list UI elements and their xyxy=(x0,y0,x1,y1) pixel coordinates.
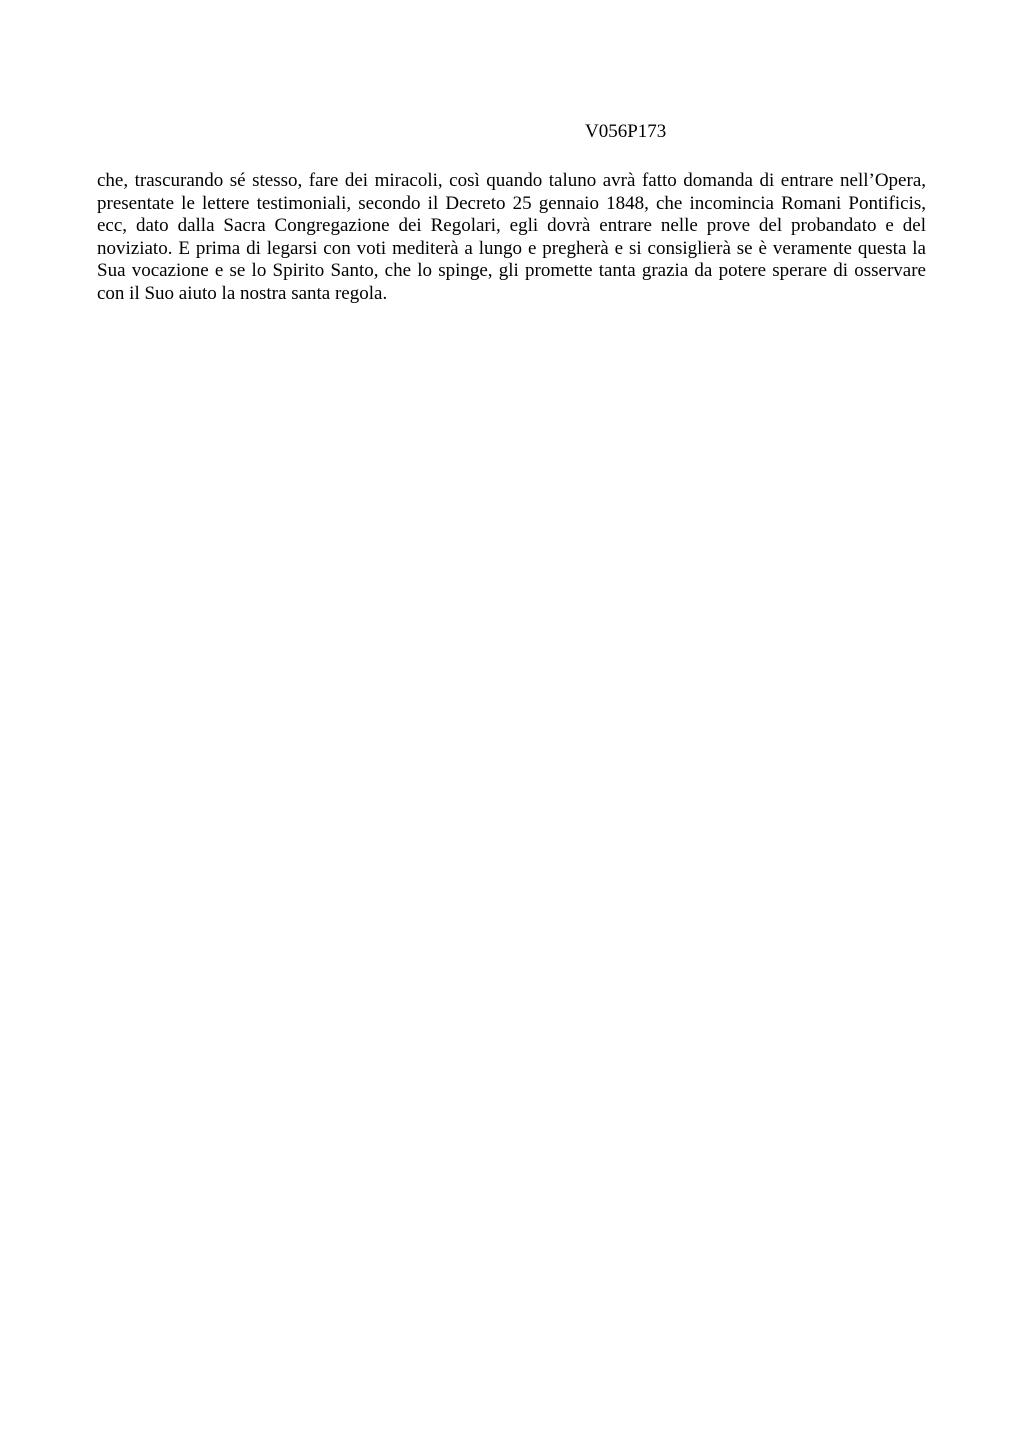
body-paragraph: che, trascurando sé stesso, fare dei miracoli, così quando taluno avrà fatto domanda di entrare nell’Opera, presentate le lettere testimoniali, secondo il Decreto 25 gennaio 1848, che incomincia Romani Pontificis, ecc, dato dalla Sacra Congregazione dei Regolari, egli dovrà entrare nelle prove del probandato e del noviziato. E prima di legarsi con voti mediterà a lungo e pregherà e si consiglierà se è veramente questa la Sua vocazione e se lo Spirito Santo, che lo spinge, gli promette tanta grazia da potere sperare di osservare con il Suo aiuto la nostra santa regola. xyxy=(97,170,926,304)
page-identifier: V056P173 xyxy=(585,121,667,142)
